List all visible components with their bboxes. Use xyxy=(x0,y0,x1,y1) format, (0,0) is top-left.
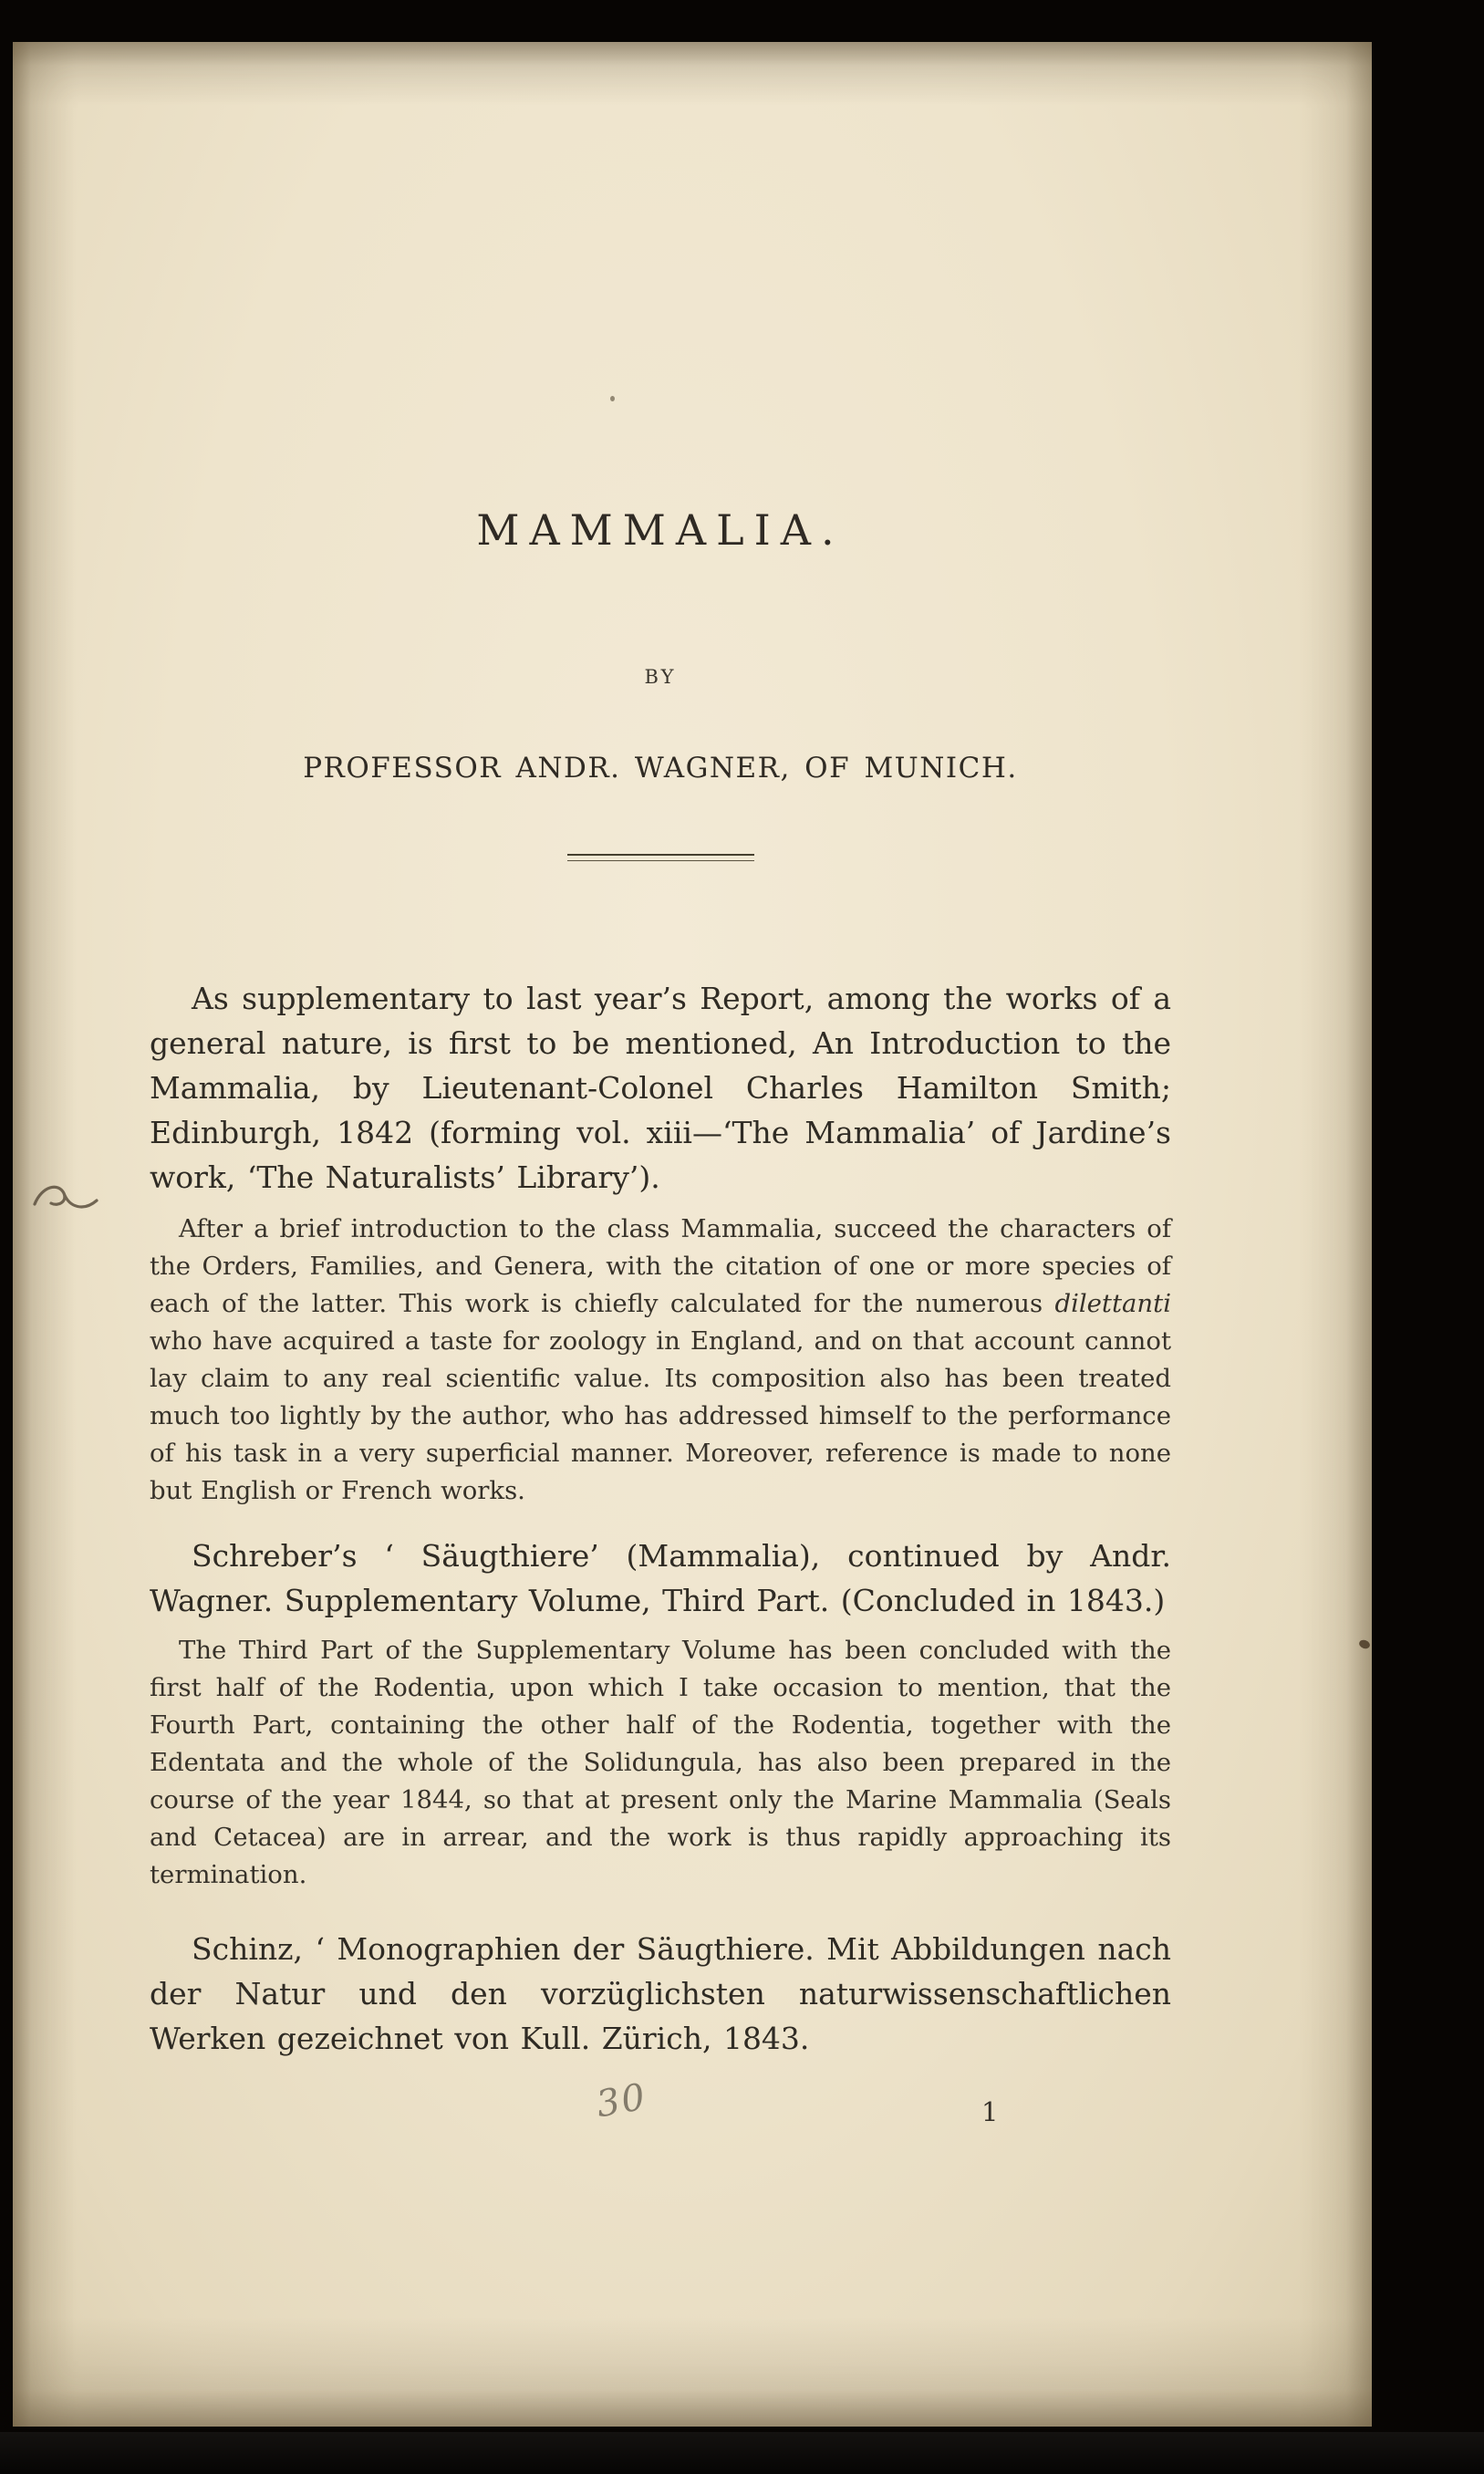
text-column xyxy=(150,42,1171,2061)
page-title: MAMMALIA. xyxy=(476,505,845,555)
margin-annotation-squiggle-icon xyxy=(31,1180,104,1221)
scan-bottom-edge xyxy=(0,2432,1484,2474)
paragraph-smith-review xyxy=(150,1211,1171,1510)
book-page xyxy=(13,42,1372,2427)
paragraph-intro-smith: As supplementary to last year’s Report, among the works of a general nature, is first to be mentioned, An Introduction to the Mammalia, by Lieutenant-Colonel Charles Hamilton Smith; Edinburgh, 1842 (forming vol. xiii—‘The Mammalia’ of Jardine’s work, ‘The Naturalists’ Library’). xyxy=(150,981,1171,1195)
paragraph-schreber-review: The Third Part of the Supplementary Volume has been concluded with the first half of the Rodentia, upon which I take occasion to mention, that the Fourth Part, containing the other half of the Rodentia, together with the Edentata and the whole of the Solidungula, has also been prepared in the course of the year 1844, so that at present only the Marine Mammalia (Seals and Cetacea) are in arrear, and the work is thus rapidly approaching its termination. xyxy=(150,1636,1171,1889)
paragraph-schreber-heading: Schreber’s ‘ Säugthiere’ (Mammalia), continued by Andr. Wagner. Supplementary Volume, Third Part. (Concluded in 1843.) xyxy=(150,1538,1171,1618)
author-line: PROFESSOR ANDR. WAGNER, OF MUNICH. xyxy=(303,752,1018,785)
handwritten-pencil-number: 30 xyxy=(593,2075,650,2126)
paragraph-smith-review-part1: After a brief introduction to the class Mammalia, succeed the characters of the Orders, Families, and Genera, with the citation of one or more species of each of the latter. This work is chiefly calculated for the numerous xyxy=(150,1214,1171,1318)
page-number: 1 xyxy=(981,2096,999,2127)
byline: BY xyxy=(644,666,677,688)
paper-blemish-speck xyxy=(1358,1638,1371,1650)
paragraph-smith-review-italic: dilettanti xyxy=(1054,1289,1171,1318)
section-divider xyxy=(567,854,754,861)
paper-top-speck xyxy=(610,396,615,401)
paragraph-schinz-heading: Schinz, ‘ Monographien der Säugthiere. Mit Abbildungen nach der Natur und den vorzüglichsten naturwissenschaftlichen Werken gezeichnet von Kull. Zürich, 1843. xyxy=(150,1931,1171,2056)
paragraph-smith-review-part2: who have acquired a taste for zoology in England, and on that account cannot lay claim to any real scientific value. Its composition also has been treated much too lightly by the author, who has addressed himself to the performance of his task in a very superficial manner. Moreover, reference is made to none but English or French works. xyxy=(150,1326,1171,1505)
